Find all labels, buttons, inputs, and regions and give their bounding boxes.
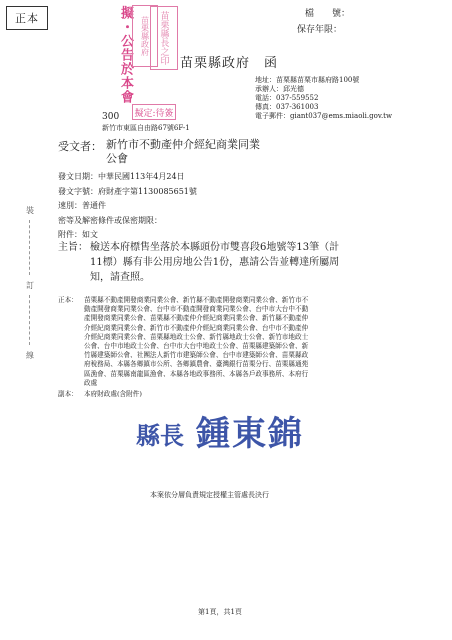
document-title: 苗栗縣政府 函	[180, 56, 279, 71]
publish-annotation: 擬・公告於本會	[118, 6, 133, 104]
retention-label: 保存年限：	[297, 25, 343, 35]
main-recipients-line: 介經紀商業同業公會、苗栗縣地政士公會、新竹縣地政士公會、新竹市地政士	[84, 332, 309, 341]
speed: 速別：普通件	[58, 201, 106, 210]
binding-line-upper	[29, 220, 30, 275]
main-recipients-line: 區漁會、苗栗縣南龍區漁會、本縣各地政事務所、本縣各戶政事務所、本府行	[84, 369, 309, 378]
main-recipients-line: 府稅務局、本縣各鄉鎮市公所、各鄉鎮農會、臺灣銀行苗栗分行、苗栗縣通苑	[84, 360, 309, 369]
binding-line-lower	[29, 295, 30, 345]
agency-seal: 苗栗縣政府	[132, 5, 158, 67]
main-recipients-list	[84, 296, 308, 388]
copy-recipients-label: 副本：	[58, 390, 78, 398]
subject-label: 主旨：	[58, 242, 88, 253]
subject-line3: 知，請查照。	[90, 272, 150, 283]
copy-recipients-text: 本府財政處(含附件)	[84, 390, 142, 398]
contact-person: 承辦人：邱光德	[255, 85, 304, 93]
file-number-label: 檔 號：	[305, 9, 351, 19]
contact-address: 地址：苗栗縣苗栗市縣府路100號	[255, 76, 360, 84]
page-number: 第1頁，共1頁	[198, 608, 242, 616]
main-recipients-line: 竹縣建築師公會、社團法人新竹市建築師公會、台中市建築師公會、苗栗縣政	[84, 351, 309, 360]
main-recipients-line: 產開發商業同業公會、苗栗縣不動產仲介經紀商業同業公會、新竹縣不動產仲	[84, 314, 309, 323]
binding-mark-bottom: 線	[26, 351, 34, 360]
official-seal: 苗栗縣長之印	[150, 6, 178, 70]
recipient-name-line1: 新竹市不動產仲介經紀商業同業	[106, 138, 260, 151]
secrecy: 密等及解密條件或保密期限：	[58, 215, 162, 225]
main-recipients-line: 苗栗縣不動產開發商業同業公會、新竹縣不動產開發商業同業公會、新竹市不	[84, 296, 309, 304]
binding-mark-top: 裝	[26, 206, 34, 215]
signature-title: 縣長	[136, 421, 184, 450]
delegation-note: 本案依分層負責規定授權主管處長決行	[150, 491, 269, 499]
subject-line2: 11標）縣有非公用房地公告1份，惠請公告並轉達所屬周	[90, 257, 340, 268]
binding-mark-middle: 訂	[26, 281, 34, 290]
recipient-address: 新竹市東區自由路67號6F-1	[102, 124, 190, 132]
main-recipients-label: 正本：	[58, 296, 78, 304]
main-recipients-line: 動產開發商業同業公會、台中市不動產開發商業同業公會、台中市大台中不動	[84, 305, 309, 314]
recipient-name-line2: 公會	[106, 152, 128, 165]
main-recipients-line: 公會、台中市地政士公會、台中市大台中地政士公會、苗栗縣建築師公會、新	[84, 342, 309, 351]
contact-phone: 電話：037-559552	[255, 94, 319, 102]
attachment: 附件：如文	[58, 230, 98, 239]
signature-name: 鍾東錦	[196, 414, 304, 454]
meta-block	[58, 170, 197, 243]
issue-date: 發文日期：中華民國113年4月24日	[58, 172, 185, 181]
subject-text	[90, 240, 339, 285]
recipient-label: 受文者：	[58, 140, 102, 153]
draft-seal: 擬定:待簽	[132, 104, 176, 120]
contact-email: 電子郵件：giant037@ems.miaoli.gov.tw	[255, 112, 392, 120]
recipient-name	[106, 138, 260, 166]
main-recipients-line: 政處	[84, 378, 98, 387]
contact-fax: 傳真：037-361003	[255, 103, 319, 111]
recipient-postal: 300	[102, 112, 120, 122]
subject-line1: 檢送本府標售坐落於本縣頭份市雙喜段6地號等13筆（計	[90, 242, 340, 253]
contact-block	[255, 76, 392, 121]
copy-stamp: 正本	[6, 6, 48, 30]
main-recipients-line: 介經紀商業同業公會、新竹市不動產仲介經紀商業同業公會、台中市不動產仲	[84, 323, 309, 332]
issue-number: 發文字號：府財產字第1130085651號	[58, 186, 197, 196]
